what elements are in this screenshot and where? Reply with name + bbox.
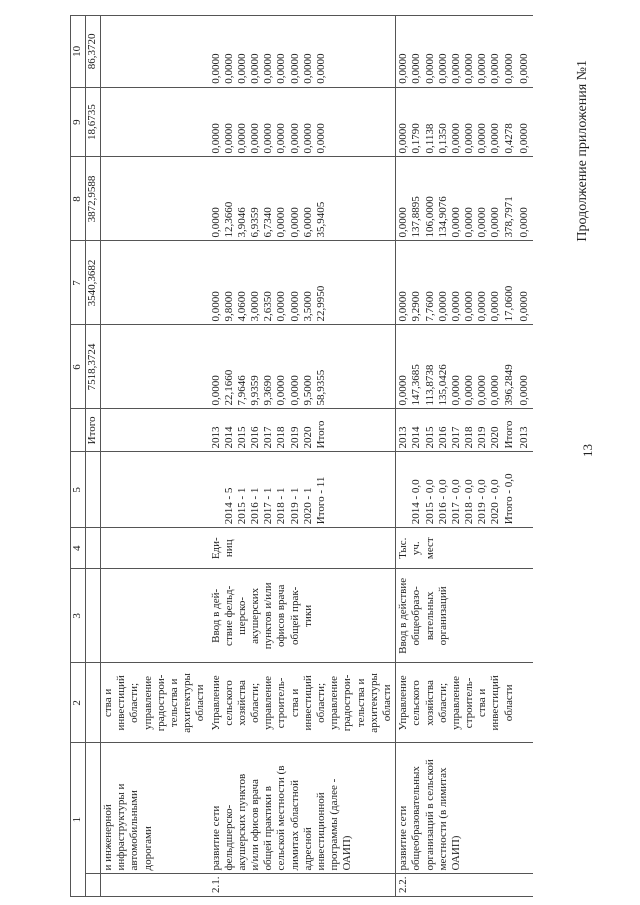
cell-line: 9,9359 — [249, 375, 262, 406]
cell-line: тельства и — [354, 678, 367, 728]
cell-line: 0,0000 — [249, 53, 262, 84]
cell-line: 0,0000 — [288, 123, 301, 154]
cell-line: 106,0000 — [423, 196, 436, 238]
cell-line: 6,0000 — [301, 207, 314, 238]
cell-line: инвестиций — [489, 675, 502, 731]
table-row-2-1 — [209, 16, 396, 897]
spacer — [397, 455, 410, 524]
cell-line: 0,0000 — [288, 53, 301, 84]
trailing-c6: 0,0000 — [517, 325, 533, 409]
cell-line: 0,0000 — [463, 53, 476, 84]
cell-line: управление — [141, 675, 154, 730]
years — [209, 409, 396, 452]
totals-row — [86, 16, 101, 897]
cell-line: 0,0000 — [423, 53, 436, 84]
cell-line: 0,1138 — [423, 123, 436, 154]
cell-line: и/или офисов врача — [249, 779, 262, 871]
totals-c10: 86,3720 — [86, 16, 101, 88]
cell-line: 9,8000 — [222, 291, 235, 322]
cell-line: лимитах областной — [288, 780, 301, 871]
cell-line: 3,9046 — [235, 207, 248, 238]
cell-line: 0,0000 — [209, 123, 222, 154]
cell-line: области; — [128, 682, 141, 723]
cell-line: архитектуры — [367, 673, 380, 733]
funding-regional — [396, 157, 517, 241]
cell-line: 0,0000 — [275, 207, 288, 238]
cell-line: акушерских — [249, 587, 262, 644]
cell-line: сельского — [222, 680, 235, 726]
cell-line: 0,0000 — [476, 375, 489, 406]
cell-line: 147,3685 — [410, 364, 423, 406]
cell-line: 0,0000 — [397, 291, 410, 322]
cell-line: организаций — [436, 586, 449, 646]
cell-line: ОАИП) — [449, 835, 462, 871]
cell-line: Итого - 0,0 — [502, 473, 515, 525]
cell-line: градострои- — [341, 674, 354, 732]
cell-line: 17,0600 — [502, 285, 515, 322]
funding-other — [209, 16, 396, 88]
cell-line: 2017 - 0,0 — [449, 479, 462, 525]
cell-line: 0,0000 — [449, 123, 462, 154]
cell-line: 2020 — [489, 426, 502, 449]
cell-line: 0,0000 — [249, 123, 262, 154]
header-col-8: 8 — [71, 157, 86, 241]
cell-line: 2015 - 0,0 — [423, 479, 436, 525]
cell-line: 2018 - 0,0 — [463, 479, 476, 525]
cell-line: 0,0000 — [288, 291, 301, 322]
cell-line: сельской местности (в — [275, 765, 288, 871]
target-values — [396, 452, 517, 528]
cell-line: 2019 - 1 — [288, 487, 301, 525]
cell-line: 396,2849 — [502, 364, 515, 406]
years — [396, 409, 517, 452]
cell-line: 0,0000 — [301, 53, 314, 84]
cell-line: 135,0426 — [436, 364, 449, 406]
cell-line: ства и — [288, 688, 301, 718]
cell-line: 0,0000 — [288, 375, 301, 406]
cell-line: 3,0000 — [249, 291, 262, 322]
continuation-c1 — [101, 743, 209, 874]
cell-line: 0,0000 — [275, 53, 288, 84]
funding-total — [396, 325, 517, 409]
trailing-year: 2013 — [517, 409, 533, 452]
cell-line: 2020 — [301, 426, 314, 449]
cell-line: 0,0000 — [222, 53, 235, 84]
cell-line: 0,0000 — [209, 53, 222, 84]
row-number: 2.1. — [209, 874, 396, 897]
row-number: 2.2. — [396, 874, 517, 897]
cell-line: 6,7340 — [262, 207, 275, 238]
cell-line: развитие сети — [397, 805, 410, 871]
cell-line: 0,0000 — [463, 291, 476, 322]
cell-line: 0,0000 — [235, 53, 248, 84]
cell-line: 0,0000 — [397, 53, 410, 84]
cell-line: 22,1660 — [222, 369, 235, 406]
cell-line: 2015 — [423, 426, 436, 449]
cell-line: 0,0000 — [410, 53, 423, 84]
cell-line: 0,0000 — [489, 53, 502, 84]
cell-line: инвестиций — [301, 675, 314, 731]
cell-line: 0,0000 — [397, 207, 410, 238]
cell-line: 0,0000 — [275, 123, 288, 154]
trailing-c8: 0,0000 — [517, 157, 533, 241]
header-col-2: 2 — [71, 663, 86, 743]
cell-line: 2016 - 0,0 — [436, 479, 449, 525]
cell-line: 378,7971 — [502, 196, 515, 238]
funding-federal — [209, 241, 396, 325]
cell-line: общеобразо- — [410, 586, 423, 646]
cell-line: 7,9646 — [235, 375, 248, 406]
cell-line: 0,0000 — [489, 375, 502, 406]
cell-line: 0,0000 — [397, 123, 410, 154]
cell-line: архитектуры — [181, 673, 194, 733]
cell-line: инфраструктуры и — [115, 783, 128, 871]
cell-line: Управление — [397, 675, 410, 731]
cell-line: 0,0000 — [476, 53, 489, 84]
cell-line: уч. — [410, 541, 423, 556]
cell-line: 2015 — [235, 426, 248, 449]
cell-line: 9,3690 — [262, 375, 275, 406]
totals-label: Итого — [86, 409, 101, 452]
cell-line: 6,9359 — [249, 207, 262, 238]
cell-line: общей практики в — [262, 786, 275, 871]
cell-line: акушерских пунктов — [235, 773, 248, 871]
unit — [396, 528, 517, 569]
cell-line: 2014 - 0,0 — [410, 479, 423, 525]
page-number: 13 — [580, 444, 595, 457]
cell-line: вательных — [423, 591, 436, 641]
cell-line: 2018 — [463, 426, 476, 449]
cell-line: хозяйства — [235, 680, 248, 726]
indicator — [396, 569, 517, 663]
cell-line: ства и — [102, 688, 114, 718]
measure-name — [396, 743, 517, 874]
cell-line: 113,8738 — [423, 364, 436, 406]
cell-line: 2018 - 1 — [275, 487, 288, 525]
cell-line: 2018 — [275, 426, 288, 449]
cell-line: 2014 - 5 — [222, 487, 235, 525]
cell-line: 2016 - 1 — [249, 487, 262, 525]
target-values — [209, 452, 396, 528]
cell-line: 0,4278 — [502, 123, 515, 154]
funding-local — [396, 87, 517, 157]
cell-line: инвестиционной — [315, 792, 327, 871]
continuation-row — [101, 16, 209, 897]
spacer — [210, 455, 223, 524]
cell-line: 0,0000 — [436, 291, 449, 322]
cell-line: 7,7600 — [423, 291, 436, 322]
cell-line: области; — [436, 682, 449, 723]
table-row-2-2 — [396, 16, 517, 897]
unit — [209, 528, 396, 569]
trailing-c9: 0,0000 — [517, 87, 533, 157]
measure-name — [209, 743, 396, 874]
cell-line: 0,0000 — [235, 123, 248, 154]
cell-line: 2013 — [397, 426, 410, 449]
cell-line: 0,0000 — [301, 123, 314, 154]
header-col-7: 7 — [71, 241, 86, 325]
cell-line: 35,9405 — [315, 201, 327, 238]
indicator — [209, 569, 396, 663]
cell-line: 0,0000 — [476, 291, 489, 322]
totals-c9: 18,6735 — [86, 87, 101, 157]
header-col-4: 4 — [71, 528, 86, 569]
cell-line: 0,0000 — [315, 123, 327, 154]
cell-line: области — [380, 684, 393, 722]
cell-line: фельдшерско- — [222, 804, 235, 871]
cell-line: 22,9950 — [315, 285, 327, 322]
header-col-1: 1 — [71, 743, 86, 897]
cell-line: ОАИП) — [341, 835, 354, 871]
funding-other — [396, 16, 517, 88]
cell-line: офисов врача — [275, 584, 288, 648]
cell-line: 0,0000 — [262, 123, 275, 154]
cell-line: 2017 - 1 — [262, 487, 275, 525]
cell-line: 0,0000 — [476, 207, 489, 238]
cell-line: 0,0000 — [436, 53, 449, 84]
cell-line: общей прак- — [288, 586, 301, 646]
cell-line: 2013 — [209, 426, 222, 449]
cell-line: 0,0000 — [449, 53, 462, 84]
cell-line: тельства и — [167, 678, 180, 728]
cell-line: градострои- — [154, 674, 167, 732]
cell-line: 2014 — [222, 426, 235, 449]
cell-line: 0,0000 — [397, 375, 410, 406]
cell-line: 0,0000 — [502, 53, 515, 84]
cell-line: автомобильными — [128, 790, 141, 871]
cell-line: дорогами — [141, 826, 154, 871]
cell-line: ствие фельд- — [222, 585, 235, 646]
cell-line: Ввод в дей- — [209, 588, 222, 643]
trailing-c7: 0,0000 — [517, 241, 533, 325]
continuation-c2 — [101, 663, 209, 743]
cell-line: Ввод в действие — [397, 577, 410, 654]
funding-local — [209, 87, 396, 157]
cell-line: области — [502, 684, 515, 722]
cell-line: области; — [249, 682, 262, 723]
cell-line: 0,0000 — [463, 375, 476, 406]
cell-line: 0,0000 — [209, 207, 222, 238]
cell-line: Итого — [315, 420, 327, 449]
header-col-year — [71, 409, 86, 452]
cell-line: Управление — [209, 675, 222, 731]
cell-line: 0,0000 — [463, 123, 476, 154]
cell-line: 0,0000 — [489, 291, 502, 322]
cell-line: 12,3660 — [222, 201, 235, 238]
cell-line: 134,9076 — [436, 196, 449, 238]
cell-line: развитие сети — [209, 805, 222, 871]
cell-line: 0,0000 — [288, 207, 301, 238]
cell-line: шерско- — [235, 597, 248, 635]
cell-line: 0,0000 — [489, 207, 502, 238]
cell-line: тики — [301, 604, 314, 627]
cell-line: 2017 — [262, 426, 275, 449]
cell-line: управление — [449, 675, 462, 730]
cell-line: ниц — [222, 539, 235, 558]
funding-regional — [209, 157, 396, 241]
cell-line: 2017 — [449, 426, 462, 449]
cell-line: ства и — [476, 688, 489, 718]
cell-line: и инженерной — [102, 804, 114, 871]
cell-line: 0,1790 — [410, 123, 423, 154]
cell-line: управление — [262, 675, 275, 730]
cell-line: хозяйства — [423, 680, 436, 726]
cell-line: 0,0000 — [275, 375, 288, 406]
cell-line: 0,0000 — [449, 375, 462, 406]
cell-line: 2020 - 1 — [301, 487, 314, 525]
cell-line: 0,0000 — [449, 207, 462, 238]
header-col-5: 5 — [71, 452, 86, 528]
totals-c7: 3540,3682 — [86, 241, 101, 325]
cell-line: 0,0000 — [489, 123, 502, 154]
cell-line: 2015 - 1 — [235, 487, 248, 525]
cell-line: 0,0000 — [275, 291, 288, 322]
funding-total — [209, 325, 396, 409]
header-col-6: 6 — [71, 325, 86, 409]
appendix-title: Продолжение приложения №1 — [575, 60, 590, 242]
cell-line: строитель- — [275, 677, 288, 729]
cell-line: 2019 — [476, 426, 489, 449]
cell-line: Итого - 11 — [315, 476, 327, 525]
cell-line: 0,0000 — [449, 291, 462, 322]
cell-line: 0,0000 — [222, 123, 235, 154]
header-row — [71, 16, 86, 897]
cell-line: программы (далее - — [328, 778, 341, 871]
cell-line: инвестиций — [115, 675, 128, 731]
trailing-c10: 0,0000 — [517, 16, 533, 88]
cell-line: 0,0000 — [209, 291, 222, 322]
cell-line: организаций в сельской — [423, 759, 436, 871]
funding-federal — [396, 241, 517, 325]
totals-c6: 7518,3724 — [86, 325, 101, 409]
cell-line: 2019 - 0,0 — [476, 479, 489, 525]
cell-line: строитель- — [463, 677, 476, 729]
cell-line: 0,0000 — [209, 375, 222, 406]
cell-line: области; — [315, 682, 327, 723]
cell-line: 2016 — [436, 426, 449, 449]
cell-line: 2019 — [288, 426, 301, 449]
responsible — [396, 663, 517, 743]
cell-line: адресной — [301, 827, 314, 871]
responsible — [209, 663, 396, 743]
header-col-3: 3 — [71, 569, 86, 663]
cell-line: Тыс. — [397, 537, 410, 559]
cell-line: 9,5000 — [301, 375, 314, 406]
cell-line: общеобразовательных — [410, 766, 423, 871]
header-col-10: 10 — [71, 16, 86, 88]
cell-line: 2014 — [410, 426, 423, 449]
header-col-9: 9 — [71, 87, 86, 157]
trailing-row — [517, 16, 533, 897]
cell-line: сельского — [410, 680, 423, 726]
cell-line: пунктов и/или — [262, 582, 275, 650]
cell-line: местности (в лимитах — [436, 767, 449, 871]
cell-line: 137,8895 — [410, 196, 423, 238]
cell-line: 58,9355 — [315, 369, 327, 406]
cell-line: мест — [423, 537, 436, 560]
cell-line: Еди- — [209, 537, 222, 560]
cell-line: 0,0000 — [262, 53, 275, 84]
cell-line: 0,0000 — [315, 53, 327, 84]
cell-line: Итого — [502, 420, 515, 449]
cell-line: управление — [328, 675, 341, 730]
cell-line: 0,1350 — [436, 123, 449, 154]
cell-line: области — [194, 684, 207, 722]
totals-c8: 3872,9588 — [86, 157, 101, 241]
cell-line: 2016 — [249, 426, 262, 449]
cell-line: 4,0600 — [235, 291, 248, 322]
program-table — [70, 15, 533, 897]
cell-line: 9,2900 — [410, 291, 423, 322]
cell-line: 2020 - 0,0 — [489, 479, 502, 525]
cell-line: 0,0000 — [463, 207, 476, 238]
cell-line: 0,0000 — [476, 123, 489, 154]
cell-line: 2,6350 — [262, 291, 275, 322]
cell-line: 3,5000 — [301, 291, 314, 322]
